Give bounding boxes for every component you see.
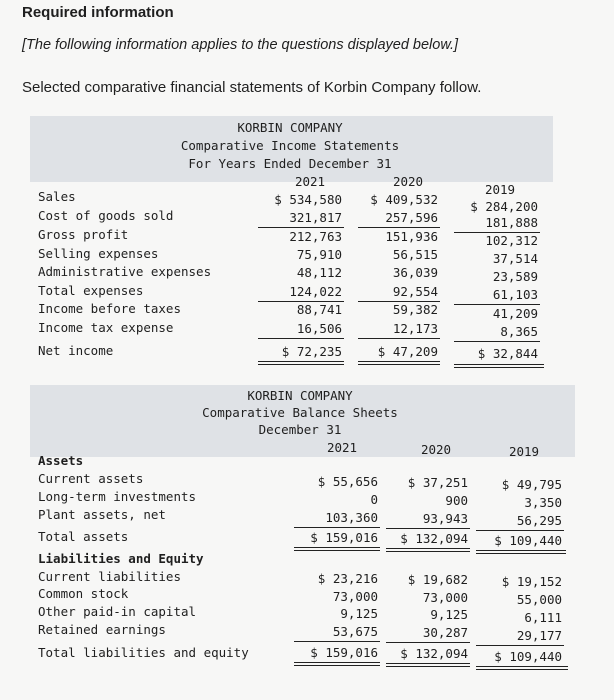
underline <box>476 530 564 531</box>
underline <box>294 641 380 642</box>
income-value-2021: 124,022 <box>289 284 342 299</box>
double-underline <box>454 364 544 368</box>
balance-value-2021: 53,675 <box>332 624 378 639</box>
income-company: KORBIN COMPANY <box>237 120 343 135</box>
balance-value-2021: 9,125 <box>340 606 378 621</box>
balance-value-2020: 73,000 <box>422 590 468 605</box>
income-value-2021: 88,741 <box>296 302 342 317</box>
income-value-2020: 36,039 <box>392 265 438 280</box>
income-row-label: Total expenses <box>38 283 144 298</box>
balance-value-2019: 6,111 <box>524 610 562 625</box>
income-year-2020: 2020 <box>392 174 424 189</box>
balance-row-label: Common stock <box>38 586 129 601</box>
income-value-2021: 48,112 <box>296 265 342 280</box>
underline <box>258 227 344 228</box>
underline <box>454 341 540 342</box>
balance-row-label: Retained earnings <box>38 622 166 637</box>
income-row-label: Sales <box>38 189 76 204</box>
income-value-2020: 257,596 <box>385 210 438 225</box>
balance-value-2020: 900 <box>445 493 468 508</box>
balance-value-2021: 0 <box>370 492 378 507</box>
balance-value-2019: 56,295 <box>516 513 562 528</box>
income-row-label: Cost of goods sold <box>38 208 174 223</box>
balance-value-2021: 73,000 <box>332 589 378 604</box>
income-row-label: Gross profit <box>38 227 129 242</box>
underline <box>358 301 440 302</box>
double-underline <box>358 361 440 365</box>
balance-value-2020: 9,125 <box>430 607 468 622</box>
income-year-2019: 2019 <box>484 182 516 197</box>
balance-row-label: Other paid-in capital <box>38 604 197 619</box>
underline <box>294 527 380 528</box>
balance-statement-title: Comparative Balance Sheets <box>202 405 398 420</box>
balance-year-2019: 2019 <box>508 444 540 459</box>
income-value-2019: 102,312 <box>485 233 538 248</box>
balance-value-2021: $ 159,016 <box>310 530 378 545</box>
income-value-2019: $ 284,200 <box>470 199 538 214</box>
income-value-2021: $ 72,235 <box>281 344 342 359</box>
balance-value-2020: 93,943 <box>422 511 468 526</box>
income-statement-title: Comparative Income Statements <box>180 138 400 153</box>
income-value-2021: 16,506 <box>296 321 342 336</box>
income-value-2020: $ 409,532 <box>370 192 438 207</box>
balance-row-label: Plant assets, net <box>38 507 166 522</box>
balance-value-2019: $ 109,440 <box>494 533 562 548</box>
balance-year-2021: 2021 <box>326 440 358 455</box>
income-value-2019: 181,888 <box>485 215 538 230</box>
income-value-2021: $ 534,580 <box>274 192 342 207</box>
balance-value-2019: $ 49,795 <box>501 477 562 492</box>
income-period: For Years Ended December 31 <box>188 156 392 171</box>
income-year-2021: 2021 <box>294 174 326 189</box>
balance-value-2020: $ 19,682 <box>407 572 468 587</box>
income-statement <box>30 116 553 372</box>
balance-value-2021: $ 55,656 <box>317 474 378 489</box>
underline <box>258 338 344 339</box>
balance-row-label: Total assets <box>38 529 129 544</box>
income-row-label: Net income <box>38 343 114 358</box>
balance-value-2021: $ 23,216 <box>317 571 378 586</box>
income-value-2020: 151,936 <box>385 229 438 244</box>
underline <box>386 642 470 643</box>
balance-value-2021: $ 159,016 <box>310 645 378 660</box>
income-value-2019: $ 32,844 <box>477 346 538 361</box>
intro-text: Selected comparative financial statements of Korbin Company follow. <box>22 79 482 96</box>
double-underline <box>386 663 470 667</box>
underline <box>358 338 440 339</box>
income-value-2021: 212,763 <box>289 229 342 244</box>
balance-sheet <box>30 385 575 680</box>
applies-note: [The following information applies to the questions displayed below.] <box>22 37 459 53</box>
income-value-2019: 61,103 <box>492 287 538 302</box>
balance-row-label: Total liabilities and equity <box>38 645 249 660</box>
income-value-2019: 37,514 <box>492 251 538 266</box>
balance-period: December 31 <box>258 422 342 437</box>
income-value-2021: 75,910 <box>296 247 342 262</box>
balance-value-2020: $ 37,251 <box>407 475 468 490</box>
income-row-label: Income tax expense <box>38 320 174 335</box>
income-value-2019: 8,365 <box>500 324 538 339</box>
income-value-2020: 12,173 <box>392 321 438 336</box>
balance-row-label: Current assets <box>38 471 144 486</box>
balance-row-label: Current liabilities <box>38 569 181 584</box>
balance-value-2019: 55,000 <box>516 592 562 607</box>
underline <box>476 645 564 646</box>
balance-value-2020: $ 132,094 <box>400 646 468 661</box>
double-underline <box>476 550 566 554</box>
income-value-2021: 321,817 <box>289 210 342 225</box>
double-underline <box>476 666 568 670</box>
balance-value-2019: 3,350 <box>524 495 562 510</box>
balance-row-label: Long-term investments <box>38 489 197 504</box>
balance-value-2021: 103,360 <box>325 510 378 525</box>
balance-value-2019: 29,177 <box>516 628 562 643</box>
underline <box>454 304 540 305</box>
balance-company: KORBIN COMPANY <box>247 388 353 403</box>
required-information-title: Required information <box>22 4 174 21</box>
income-value-2020: $ 47,209 <box>377 344 438 359</box>
balance-value-2019: $ 19,152 <box>501 574 562 589</box>
liabilities-heading: Liabilities and Equity <box>38 551 204 566</box>
income-row-label: Income before taxes <box>38 301 181 316</box>
income-value-2020: 59,382 <box>392 302 438 317</box>
balance-value-2020: $ 132,094 <box>400 531 468 546</box>
income-value-2020: 92,554 <box>392 284 438 299</box>
underline <box>258 301 344 302</box>
income-row-label: Selling expenses <box>38 246 159 261</box>
underline <box>454 232 540 233</box>
income-value-2019: 23,589 <box>492 269 538 284</box>
income-row-label: Administrative expenses <box>38 264 212 279</box>
assets-heading: Assets <box>38 453 84 468</box>
double-underline <box>294 547 380 551</box>
balance-value-2020: 30,287 <box>422 625 468 640</box>
double-underline <box>258 361 344 365</box>
income-value-2019: 41,209 <box>492 306 538 321</box>
underline <box>358 227 440 228</box>
balance-value-2019: $ 109,440 <box>494 649 562 664</box>
underline <box>386 528 470 529</box>
double-underline <box>386 548 470 552</box>
income-value-2020: 56,515 <box>392 247 438 262</box>
balance-year-2020: 2020 <box>420 442 452 457</box>
double-underline <box>294 662 380 666</box>
